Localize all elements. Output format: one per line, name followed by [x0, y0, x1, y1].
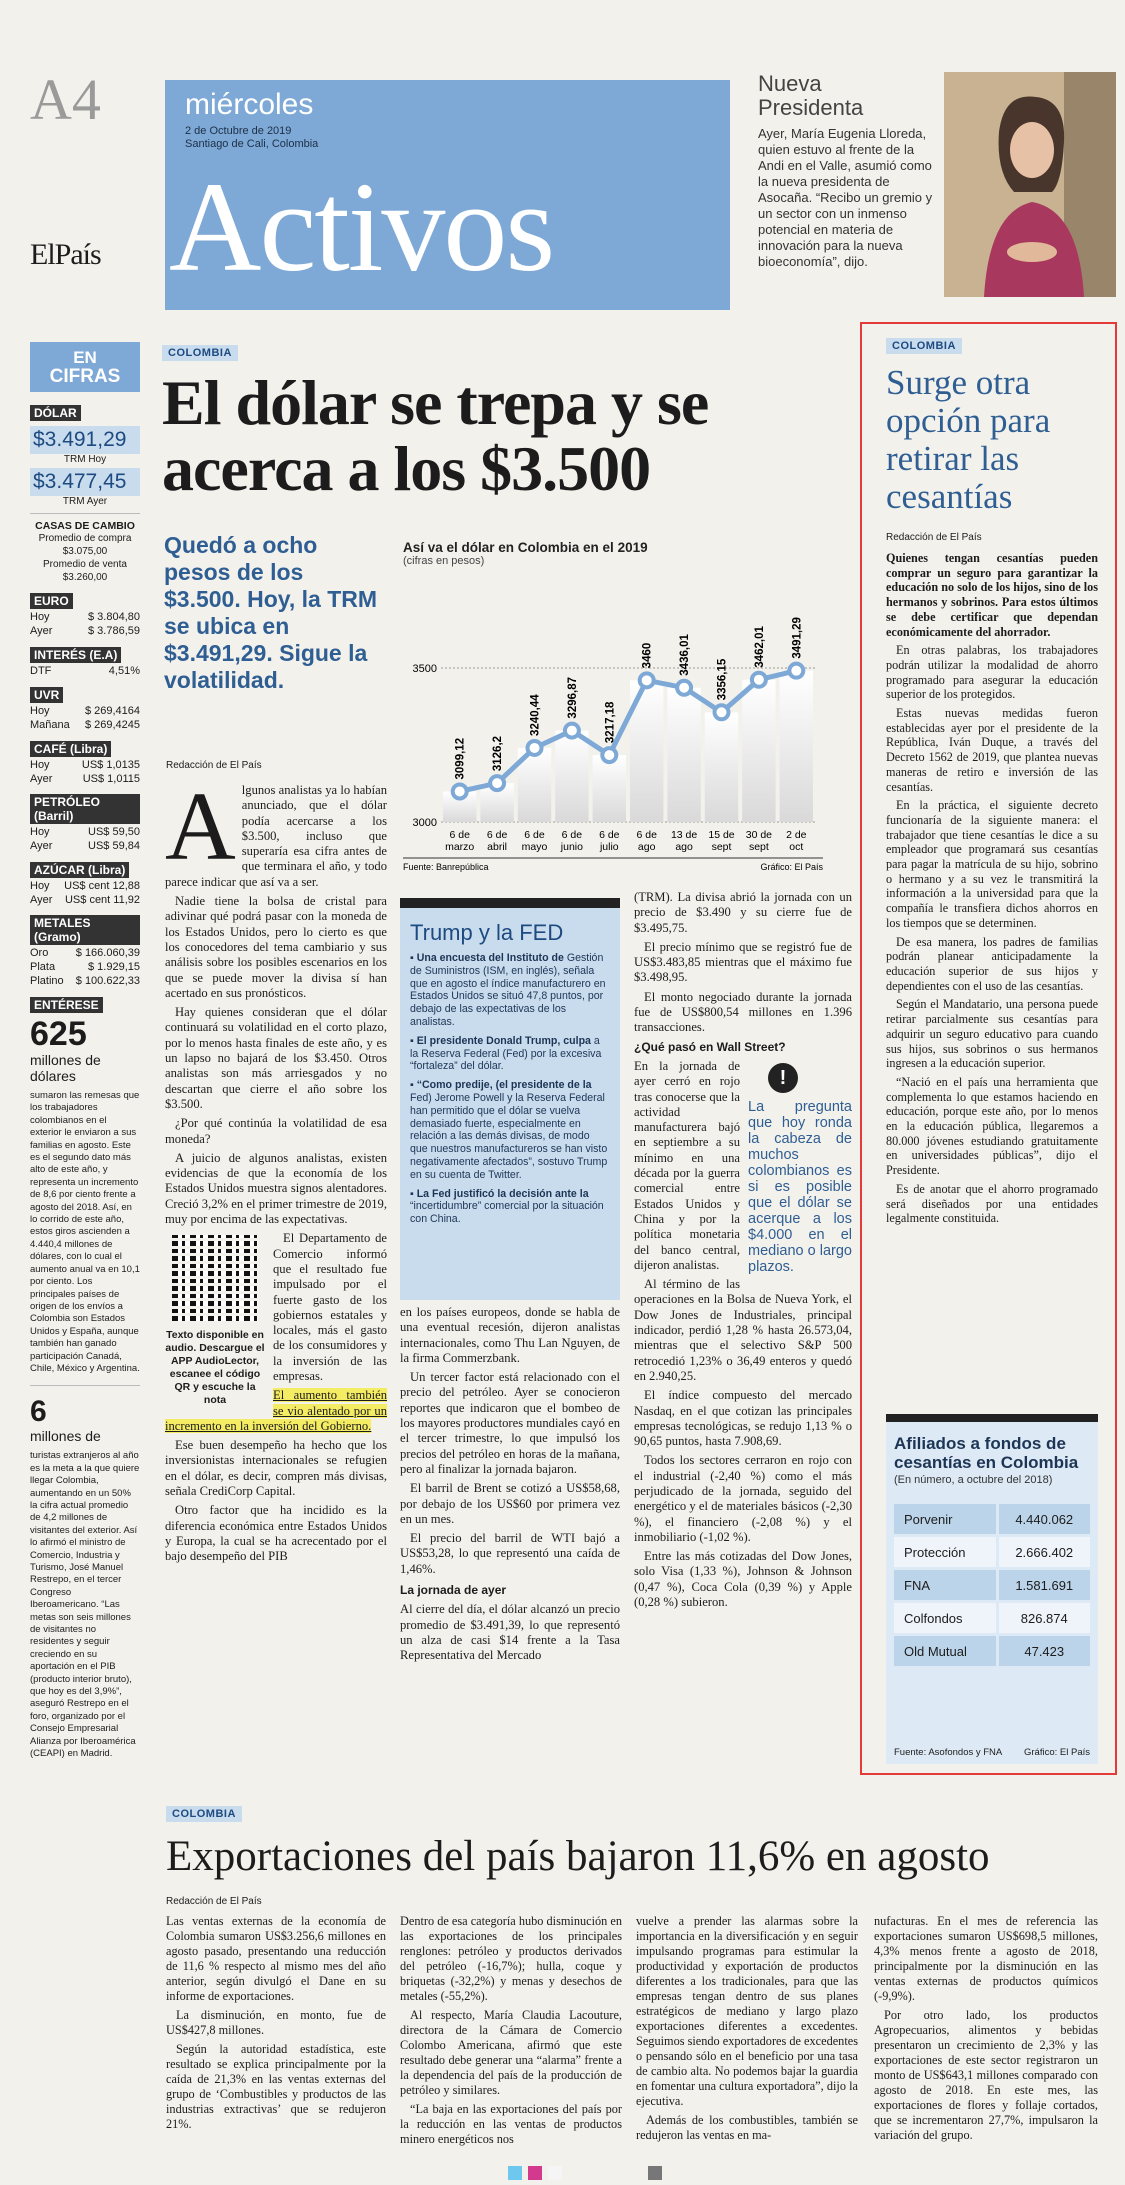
c1-p6: El Departamento de Comercio informó que el resultado fue impulsado por el fuerte gasto de los gobiernos estatales y locales, más el gasto de los consumidores y la inversión de las empresas. — [273, 1231, 387, 1383]
nueva-title-1: Nueva — [758, 71, 822, 96]
c2-subhead: La jornada de ayer — [400, 1583, 507, 1598]
chart-bar — [705, 712, 738, 822]
portrait-photo — [944, 72, 1116, 297]
petroleo-label: PETRÓLEO (Barril) — [30, 794, 140, 824]
side-p4: En la práctica, el siguiente decreto funcionaría de la siguiente manera: el trabajador que tiene cesantías le dice a su empleador que programará sus cesantías para pagar la matrícula de su hijo, sobrino o hermano y a su vez le transmitirá la información a la universidad para que la compañía le transfiera dichos ahorros en los tiempos que se determinen. — [886, 798, 1098, 930]
table-cell-name: Porvenir — [894, 1504, 996, 1534]
chart-source: Fuente: Banrepública — [403, 862, 489, 872]
trump-b1: Gestión de Suministros (ISM, en inglés), señala que en agosto el índice manufacturero en Estados Unidos se situó 47,8 puntos, por debajo de las expectativas de los analistas. — [410, 952, 606, 1028]
chart-point — [752, 673, 766, 687]
main-byline: Redacción de El País — [166, 760, 262, 771]
table-source: Fuente: Asofondos y FNA — [894, 1747, 1003, 1758]
trump-b4-bold: ▪ La Fed justificó la decisión ante la — [410, 1187, 589, 1200]
uvr-man-row: Mañana $ 269,4245 — [30, 719, 140, 731]
side-p1: Quienes tengan cesantías pueden comprar un seguro para garantizar la educación no solo de los hijos, sino de los hermanos y sobrinos. Para estos últimos se debe certificar que dependan económicamente del ahorrador. — [886, 551, 1098, 639]
chart-point — [715, 705, 729, 719]
table-row — [894, 1603, 1090, 1633]
trm-ayer-label: TRM Ayer — [62, 496, 108, 507]
bottom-c1-p3: Según la autoridad estadística, este resultado se explica principalmente por la caída de 21,3% en las ventas externas del grupo de ‘Combustibles y productos de las industrias extractivas’ que se redujeron 21%. — [166, 2042, 386, 2131]
trump-b4: “incertidumbre” comercial por la situación con China. — [410, 1200, 604, 1226]
table-credit: Gráfico: El País — [1024, 1747, 1090, 1758]
uvr-hoy-row: Hoy $ 269,4164 — [30, 705, 140, 717]
c2-p4: El precio del barril de WTI bajó a US$53,28, lo que representó una caída de 1,46%. — [400, 1531, 620, 1576]
c2-p3: El barril de Brent se cotizó a US$58,68, por debajo de los US$60 por primera vez en un mes. — [400, 1481, 620, 1526]
chart-subtitle: (cifras en pesos) — [403, 555, 485, 567]
side-p6: Según el Mandatario, una persona puede retirar parcialmente sus cesantías para adquirir un seguro educativo para cuando sus hijos, sus sobrinos o sus hermanos ingresen a la educación superior. — [886, 997, 1098, 1071]
qr-text: Texto disponible en audio. Descargue el APP AudioLector, escanee el código QR y escuche la nota — [165, 1329, 265, 1407]
c3-p1: (TRM). La divisa abrió la jornada con un precio de $3.490 y su cierre fue de $3.495,75. — [634, 890, 852, 935]
chart-xtick: ago — [637, 841, 656, 853]
c1-p5: A juicio de algunos analistas, existen evidencias de que la economía de los Estados Unidos muestra signos alentadores. Creció 3,2% en el primer trimestre de 2019, muy por encima de las expectativas. — [165, 1150, 387, 1227]
chart-title: Así va el dólar en Colombia en el 2019 — [403, 540, 648, 555]
chart-point — [677, 681, 691, 695]
side-p2: En otras palabras, los trabajadores podrán utilizar la modalidad de ahorro programado para asegurar la educación superior de los protegidos. — [886, 643, 1098, 702]
c3-p2: El precio mínimo que se registró fue de US$3.483,85 mientras que el máximo fue $3.498,95. — [634, 939, 852, 985]
cyan-mark — [508, 2166, 522, 2180]
c1-highlight: El aumento también se vio alentado por un incremento en la inversión del Gobierno. — [165, 1388, 387, 1433]
azucar-hoy-row: Hoy US$ cent 12,88 — [30, 880, 140, 892]
chart-ytick: 3000 — [412, 817, 437, 829]
dolar-chart — [403, 540, 823, 870]
chart-xtick: abril — [487, 841, 508, 853]
chart-xtick: 6 de — [449, 829, 470, 841]
azucar-label: AZÚCAR (Libra) — [30, 862, 129, 878]
black-mark — [648, 2166, 662, 2180]
bottom-c4-p2: Por otro lado, los productos Agropecuarios, alimentos y bebidas presentaron un crecimiento de 2,3% y las exportaciones de este sector registraron un monto de US$643,1 millones comparado con agosto de 2018. En este mes, las exportaciones de flores y follaje cortados, que se incrementaron 27,7%, impulsaron la variación del grupo. — [874, 2008, 1098, 2142]
trump-b3: Fed) Jerome Powell y la Reserva Federal han permitido que el dólar se vuelva demasiado fuerte, especialmente en relación a las demás divisas, de modo que nuestros manufactureros se han visto negativamente afectados”, sostuvo Trump en su cuenta de Twitter. — [410, 1091, 608, 1181]
chart-point — [602, 748, 616, 762]
bottom-col-3 — [636, 1914, 858, 2147]
bottom-c2-p3: “La baja en las exportaciones del país por la reducción en las ventas de productos minero energéticos nos — [400, 2102, 622, 2146]
bottom-col-2 — [400, 1914, 622, 2151]
c2-p2: Un tercer factor está relacionado con el precio del petróleo. Ayer se conocieron reportes que indicaron que el bombeo de los mayores productores mundiales cayó en el tercer trimestre, lo que impulsó los precios del petróleo en horas de la mañana, pero al finalizar la jornada bajaron. — [400, 1370, 620, 1476]
chart-data-label: 3217,18 — [604, 701, 617, 744]
qr-box[interactable] — [165, 1235, 265, 1407]
turistas-number: 6 — [30, 1395, 47, 1429]
venta-label: Promedio de venta — [43, 559, 127, 570]
bottom-c2-p1: Dentro de esa categoría hubo disminución en las exportaciones de los principales renglones: petróleo y productos derivados del petróleo (-16,7%); hulla, coque y briquetas (-32,2%) y menas y desechos de metales (-55,2%). — [400, 1914, 622, 2003]
chart-svg — [403, 576, 823, 872]
chart-xtick: marzo — [445, 841, 475, 853]
chart-xtick: oct — [789, 841, 804, 853]
cafe-hoy-row: Hoy US$ 1,0135 — [30, 759, 140, 771]
metales-label: METALES (Gramo) — [30, 915, 140, 945]
chart-bar — [742, 680, 775, 822]
chart-data-label: 3126,2 — [492, 735, 505, 772]
brand-logo: ElPaís — [30, 238, 101, 271]
chart-xtick: mayo — [521, 841, 548, 853]
side-p7: “Nació en el país una herramienta que complementa lo que estamos haciendo en educación, porque este año, por lo menos en la educación pública, llegaremos a 80.000 jóvenes estudiando gratuitamente en universidades públicas”, dijo el Presidente. — [886, 1074, 1098, 1178]
nueva-presidenta — [758, 72, 938, 270]
chart-point — [490, 776, 504, 790]
petroleo-ayer-row: Ayer US$ 59,84 — [30, 840, 140, 852]
table-title: Afiliados a fondos de cesantías en Colombia — [894, 1434, 1079, 1472]
magenta-mark — [528, 2166, 542, 2180]
table-cell-name: Colfondos — [894, 1603, 996, 1633]
trump-box — [400, 898, 620, 1300]
chart-bar — [555, 731, 588, 822]
side-tag: COLOMBIA — [886, 338, 962, 354]
turistas-unit: millones de — [30, 1428, 101, 1445]
chart-xtick: 13 de — [670, 829, 698, 841]
chart-xtick: julio — [599, 841, 619, 853]
bottom-c1-p1: Las ventas externas de la economía de Colombia sumaron US$3.256,6 millones en agosto pasado, presentando una reducción de 11,6 % respecto al mismo mes del año anterior, según divulgó el Dane en su informe de exportaciones. — [166, 1914, 386, 2003]
chart-data-label: 3460 — [641, 642, 654, 669]
cifras-heading-1: EN — [73, 348, 97, 367]
c3-subhead: ¿Qué pasó en Wall Street? — [634, 1039, 786, 1054]
c2-p5: Al cierre del día, el dólar alcanzó un precio promedio de $3.491,39, lo que representó un alza de casi $14 frente a la Tasa Representativa del Mercado — [400, 1602, 620, 1663]
chart-data-label: 3240,44 — [529, 694, 542, 736]
uvr-label: UVR — [30, 687, 63, 703]
turistas-text: turistas extranjeros al año es la meta a la que quiere llegar Colombia, aumentando en un 50% la cifra actual promedio de 4,2 millones de visitantes del exterior. Así lo afirmó el ministro de Comercio, Industria y Turismo, José Manuel Restrepo, en el tercer Congreso Iberoamericano. “Las metas son seis millones de visitantes no residentes y seguir creciendo en su aportación en el PIB (producto interior bruto), que hoy es del 3,9%”, aseguró Restrepo en el foro, organizado por el Consejo Empresarial Alianza por Iberoamérica (CEAPI) en Madrid. — [30, 1450, 140, 1760]
c3-p8: Entre las más cotizadas del Dow Jones, solo Visa (1,33 %), Johnson & Johnson (0,47 %), Coca Cola (0,39 %) y Apple (0,28 %) subieron. — [634, 1549, 852, 1610]
interes-label: INTERÉS (E.A) — [30, 647, 121, 663]
side-headline: Surge otra opción para retirar las cesantías — [886, 363, 1051, 516]
chart-data-label: 3436,01 — [679, 634, 692, 676]
chart-data-label: 3296,87 — [566, 676, 579, 719]
dolar-label: DÓLAR — [30, 405, 81, 421]
chart-point — [640, 673, 654, 687]
drop-cap: A — [165, 773, 236, 881]
c3-p7: Todos los sectores cerraron en rojo con el industrial (-2,40 %) como el más perjudicado de la jornada, seguido del energético y el de materiales básicos (-2,30 %), el financiero (-2,08 %) y el inmobiliario (-1,02 %). — [634, 1453, 852, 1544]
chart-xtick: 6 de — [599, 829, 620, 841]
header-day: miércoles — [185, 88, 314, 121]
chart-data-label: 3356,15 — [716, 658, 729, 701]
chart-xtick: sept — [711, 841, 732, 853]
c1-p4: ¿Por qué continúa la volatilidad de esa moneda? — [165, 1116, 387, 1146]
table-row — [894, 1504, 1090, 1534]
chart-bar — [593, 755, 626, 822]
trump-b2-bold: ▪ El presidente Donald Trump, culpa — [410, 1034, 591, 1047]
chart-xtick: junio — [560, 841, 583, 853]
trm-hoy: $3.491,29 — [30, 426, 140, 454]
chart-data-label: 3491,29 — [791, 617, 804, 659]
side-text — [886, 551, 1098, 1226]
enterese-label: ENTÉRESE — [30, 997, 103, 1013]
chart-xtick: 6 de — [486, 829, 508, 841]
casas-label: CASAS DE CAMBIO — [35, 520, 135, 532]
table-cell-value: 4.440.062 — [999, 1504, 1091, 1534]
nueva-text: Ayer, María Eugenia Lloreda, quien estuvo al frente de la Andi en el Valle, asumió como la nueva presidenta de Asocaña. “Recibo un gremio y un sector con un inmenso potencial en materia de innovación para la nueva bioeconomía”, dijo. — [758, 126, 933, 269]
cifras-heading — [30, 342, 140, 392]
pull-quote-text: La pregunta que hoy ronda la cabeza de muchos colombianos es si es posible que el dólar se acerque a los $4.000 en el mediano o largo plazos. — [748, 1098, 852, 1275]
table-cell-value: 47.423 — [999, 1636, 1091, 1666]
nueva-title-2: Presidenta — [758, 95, 864, 120]
euro-hoy-row: Hoy $ 3.804,80 — [30, 611, 140, 623]
cafe-ayer-row: Ayer US$ 1,0115 — [30, 773, 140, 785]
chart-data-label: 3099,12 — [454, 737, 467, 780]
c1-p7: Ese buen desempeño ha hecho que los inversionistas internacionales se refugien en el dólar, es decir, compren más divisas, señala CrediCorp Capital. — [165, 1438, 387, 1499]
trump-b2: a la Reserva Federal (Fed) por la excesiva “fortaleza” del dólar. — [410, 1034, 602, 1073]
chart-point — [528, 741, 542, 755]
azucar-ayer-row: Ayer US$ cent 11,92 — [30, 894, 140, 906]
euro-label: EURO — [30, 593, 73, 609]
chart-bar — [667, 688, 700, 822]
euro-ayer-row: Ayer $ 3.786,59 — [30, 625, 140, 637]
main-headline: El dólar se trepa y se acerca a los $3.500 — [162, 367, 709, 504]
venta-value: $3.260,00 — [62, 572, 108, 583]
main-col-1 — [165, 773, 387, 1569]
table-row — [894, 1537, 1090, 1567]
chart-xtick: 15 de — [708, 829, 735, 841]
chart-point — [453, 784, 467, 798]
bottom-c1-p2: La disminución, en monto, fue de US$427,8 millones. — [166, 2008, 386, 2037]
side-story — [860, 322, 1117, 1775]
remesas-text: sumaron las remesas que los trabajadores colombianos en el exterior le enviaron a sus familias en agosto. Este es el segundo dato más alto de este año, y representa un incremento de 8,6 por ciento frente a agosto del 2018. Así, en lo corrido de este año, estos giros ascienden a 4.440,4 millones de dólares, con lo cual el aumento anual va en 10,1 por ciento. Los principales países de origen de los envíos a Colombia son Estados Unidos y España, aunque también han ganado participación Canadá, Chile, México y Argentina. — [30, 1090, 140, 1374]
yellow-mark — [548, 2166, 562, 2180]
c1-p3: Hay quienes consideran que el dólar continuará su volatilidad en el corto plazo, por lo menos hasta finales de este año, y es un lapso no bajará de los $3.450. Otros analistas son más arriesgados y no descartan que cierre el año sobre los $3.500. — [165, 1005, 387, 1111]
bottom-byline: Redacción de El País — [166, 1896, 262, 1907]
qr-code-icon[interactable] — [172, 1235, 258, 1321]
bottom-c3-p1: vuelve a prender las alarmas sobre la importancia en la diversificación y en seguir impulsando programas para estimular la productividad y exportación de productos diferentes a los tradicionales, para que las empresas tengan dentro de sus planes estratégicos de mediano y largo plazo exportaciones diferentes a excedentes. Seguimos siendo exportadores de excedentes o pensando sólo en el beneficio por una tasa de cambio alta. No podemos bajar la guardia en fomentar una cultura exportadora”, dijo la ejecutiva. — [636, 1914, 858, 2108]
trm-hoy-label: TRM Hoy — [63, 454, 107, 465]
afiliados-table — [886, 1414, 1098, 1764]
header-city: Santiago de Cali, Colombia — [185, 138, 319, 150]
c3-p4: En la jornada de ayer cerró en rojo tras conocerse que la actividad manufacturera bajó en septiembre a su mínimo en una década por la guerra comercial entre Estados Unidos y China y por la política monetaria del banco central, dijeron analistas. — [634, 1058, 740, 1272]
side-p5: De esa manera, los padres de familias podrán planear anticipadamente la educación superior de sus hijos y dependientes con el uso de las cesantías. — [886, 934, 1098, 993]
table-cell-name: Protección — [894, 1537, 996, 1567]
chart-xtick: 6 de — [561, 829, 583, 841]
cafe-label: CAFÉ (Libra) — [30, 741, 111, 757]
c2-p1: en los países europeos, donde se habla de una eventual recesión, dijeron analistas internacionales, como Thu Lan Nguyen, de la firma Commerzbank. — [400, 1305, 620, 1365]
main-col-3 — [634, 890, 852, 1614]
trm-ayer: $3.477,45 — [30, 468, 140, 496]
platino-row: Platino $ 100.622,33 — [30, 975, 140, 987]
chart-ytick: 3500 — [412, 663, 437, 675]
chart-xtick: 6 de — [636, 829, 657, 841]
main-tag: COLOMBIA — [162, 345, 238, 361]
table-rows — [894, 1504, 1090, 1666]
c3-p3: El monto negociado durante la jornada fue de US$800,54 millones en 1.396 transacciones. — [634, 989, 852, 1035]
chart-xtick: ago — [675, 841, 693, 853]
main-subhead: Quedó a ocho pesos de los $3.500. Hoy, la TRM se ubica en $3.491,29. Sigue la volatilidad. — [164, 532, 378, 693]
bottom-c3-p2: Además de los combustibles, también se redujeron las ventas en ma- — [636, 2113, 858, 2142]
petroleo-hoy-row: Hoy US$ 59,50 — [30, 826, 140, 838]
trump-title: Trump y la FED — [410, 920, 564, 945]
remesas-unit: millones de dólares — [30, 1052, 101, 1084]
side-p3: Estas nuevas medidas fueron establecidas ayer por el presidente de la República, Iván Duque, a través del Decreto 1562 de 2019, que plantea nuevas maneras de retiro e inversión de las cesantías. — [886, 706, 1098, 794]
bottom-c2-p2: Al respecto, María Claudia Lacouture, directora de la Cámara de Comercio Colombo Americana, afirmó que este resultado debe generar una “alarma” frente a la dependencia del país de la producción de petróleo y similares. — [400, 2008, 622, 2097]
cifras-column — [30, 342, 140, 1761]
trump-b1-bold: ▪ Una encuesta del Instituto de — [410, 952, 564, 964]
section-title: Activos — [169, 156, 554, 298]
table-subtitle: (En número, a octubre del 2018) — [894, 1474, 1053, 1486]
c1-p2: Nadie tiene la bolsa de cristal para adivinar qué podrá pasar con la moneda de los Estados Unidos, pero lo cierto es que los conocedores del tema cambiario y sus análisis sobre los posibles escenarios en los que se puede mover la divisa sí han acertado en sus pronósticos. — [165, 894, 387, 1000]
remesas-number: 625 — [30, 1015, 87, 1053]
c1-p1: lgunos analistas ya lo habían anunciado, que el dólar podía acercarse a los $3.500, incluso que superaría esa cifra antes de que terminara el año, y todo parece indicar que así va a ser. — [165, 783, 387, 889]
main-col-1-text — [165, 773, 387, 1565]
page-number: A4 — [30, 67, 101, 132]
section-banner — [165, 80, 730, 310]
table-cell-value: 826.874 — [999, 1603, 1091, 1633]
table-cell-name: Old Mutual — [894, 1636, 996, 1666]
chart-xtick: 6 de — [524, 829, 545, 841]
c3-p5: Al término de las operaciones en la Bolsa de Nueva York, el Dow Jones de Industriales, principal indicador, perdió 1,28 % hasta 26.573,04, mientras que el selectivo S&P 500 retrocedió 1,23% o 36,49 enteros y quedó en 2.940,25. — [634, 1277, 852, 1383]
bottom-c4-p1: nufacturas. En el mes de referencia las exportaciones sumaron US$698,5 millones, 4,3% menos frente a agosto de 2018, principalmente por la disminución en las ventas externas de productos químicos (-9,9%). — [874, 1914, 1098, 2003]
bottom-headline: Exportaciones del país bajaron 11,6% en agosto — [166, 1833, 990, 1880]
chart-bar — [780, 671, 813, 822]
chart-xtick: 2 de — [786, 829, 807, 841]
bottom-col-1 — [166, 1914, 386, 2136]
table-cell-value: 1.581.691 — [999, 1570, 1091, 1600]
bottom-col-4 — [874, 1914, 1098, 2147]
compra-value: $3.075,00 — [62, 546, 108, 557]
c1-p8: Otro factor que ha incidido es la diferencia económica entre Estados Unidos y Europa, la cual se ha acrecentado por el bajo desempeño del PIB — [165, 1503, 387, 1564]
chart-xtick: 30 de — [745, 829, 773, 841]
chart-point — [789, 664, 803, 678]
chart-data-label: 3462,01 — [753, 626, 766, 668]
oro-row: Oro $ 166.060,39 — [30, 947, 140, 959]
table-cell-value: 2.666.402 — [999, 1537, 1091, 1567]
header-date: 2 de Octubre de 2019 — [185, 125, 292, 137]
main-col-2 — [400, 1305, 620, 1668]
chart-point — [565, 724, 579, 738]
c3-p6: El índice compuesto del mercado Nasdaq, en el que cotizan las principales empresas tecnológicas, se redujo 1,13 % o 90,65 puntos, hasta 7.908,69. — [634, 1388, 852, 1449]
trump-b3-bold: ▪ “Como predije, (el presidente de la — [410, 1079, 592, 1092]
chart-xtick: sept — [748, 841, 769, 853]
table-row — [894, 1570, 1090, 1600]
chart-credit: Gráfico: El País — [760, 862, 823, 872]
color-registration-marks — [508, 2166, 662, 2180]
compra-label: Promedio de compra — [38, 533, 132, 544]
table-row — [894, 1636, 1090, 1666]
dtf-row: DTF 4,51% — [30, 665, 140, 677]
pull-quote — [748, 1063, 852, 1275]
side-byline: Redacción de El País — [886, 532, 982, 543]
side-p8: Es de anotar que el ahorro programado será diseñados por una entidades legalmente constituida. — [886, 1181, 1098, 1226]
exclamation-icon: ! — [768, 1063, 798, 1093]
cifras-heading-2: CIFRAS — [49, 366, 121, 387]
bottom-tag: COLOMBIA — [166, 1806, 242, 1822]
table-cell-name: FNA — [894, 1570, 996, 1600]
plata-row: Plata $ 1.929,15 — [30, 961, 140, 973]
